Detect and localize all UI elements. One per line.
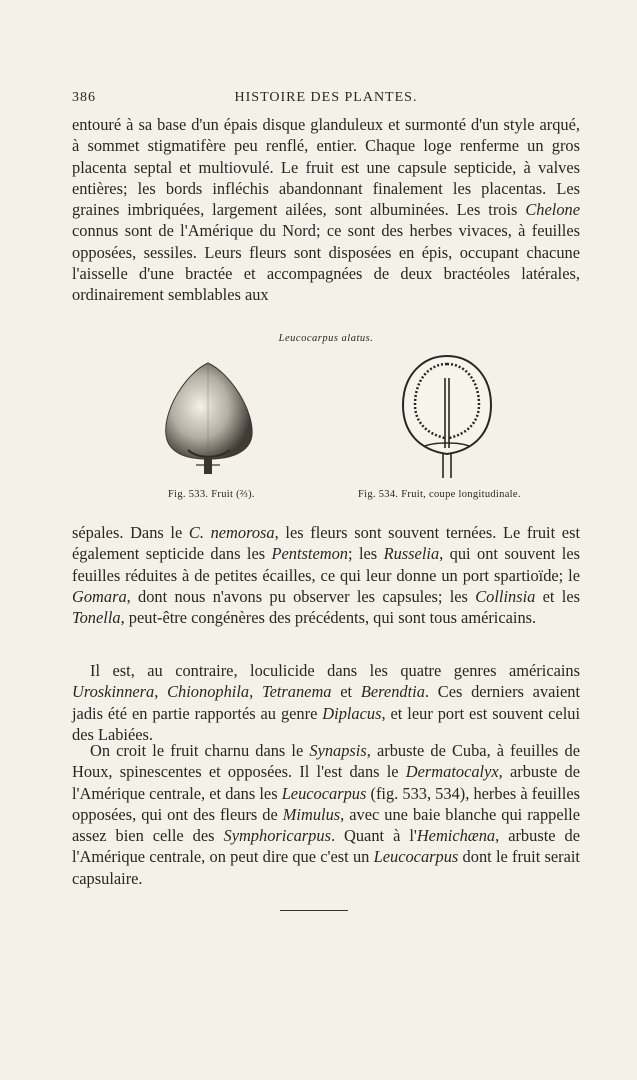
genus-name: Tetranema xyxy=(261,682,332,702)
species-name: C. nemorosa xyxy=(188,523,275,542)
text-span: (fig. 533, 534), herbes à feuilles opposées, qui ont des fleurs de xyxy=(72,783,580,824)
text-span: On croit le fruit charnu dans le xyxy=(90,741,310,760)
text-span: , arbuste de l'Amérique centrale, on peut dire que c'est un xyxy=(72,826,580,867)
text-span: , avec une baie blanche qui rappelle assez bien celle des xyxy=(72,804,580,846)
text-span: , arbuste de l'Amérique centrale, et dans les xyxy=(72,762,580,803)
text-span: , qui ont souvent les feuilles réduites à de petites écailles, ce qui leur donne un port spartioïde; le xyxy=(72,544,580,585)
paragraph-1 xyxy=(72,114,580,306)
genus-name: Collinsia xyxy=(475,586,536,606)
text-span: , arbuste de Cuba, à feuilles de Houx, spinescentes et opposées. Il l'est dans le xyxy=(72,741,580,782)
fruit-section-illustration xyxy=(395,350,500,482)
text-span: . Ces derniers avaient jadis été en partie rapportés au genre xyxy=(72,682,580,723)
genus-name: Symphoricarpus xyxy=(223,826,331,846)
paragraph-3 xyxy=(72,660,580,745)
page-number: 386 xyxy=(72,90,96,105)
text-span: . Quant à l' xyxy=(330,826,417,846)
text-span: et les xyxy=(535,586,580,606)
text-span: et xyxy=(331,682,361,702)
genus-name: Uroskinnera xyxy=(72,682,155,702)
genus-name: Mimulus xyxy=(282,804,341,824)
text-span: , et leur port est souvent celui des Labiées. xyxy=(72,703,580,744)
text-span: ; les xyxy=(348,544,384,564)
genus-name: Diplacus xyxy=(322,703,382,723)
genus-name: Dermatocalyx xyxy=(405,762,499,782)
fruit-illustration xyxy=(158,355,258,480)
genus-name: Synapsis xyxy=(309,741,367,760)
text-span: , dont nous n'avons pu observer les capsules; les xyxy=(126,586,476,606)
section-divider xyxy=(280,910,348,911)
genus-name: Russelia xyxy=(383,544,440,564)
genus-name: Tonella xyxy=(72,608,121,628)
paragraph-2 xyxy=(72,522,580,628)
text-span: connus sont de l'Amérique du Nord; ce sont des herbes vivaces, à feuilles opposées, sessiles. Leurs fleurs sont disposées en épis, occupant chacune l'aisselle d'une bractée et accompagnées de deux bractéoles latérales, ordinairement semblables aux xyxy=(72,221,580,305)
genus-name: Hemichæna xyxy=(416,826,496,846)
text-span: , xyxy=(249,682,262,702)
genus-name: Chionophila xyxy=(167,682,250,702)
figure-533-caption: Fig. 533. Fruit (⅔). xyxy=(168,489,255,500)
running-title: HISTOIRE DES PLANTES. xyxy=(234,90,418,105)
figure-title: Leucocarpus alatus. xyxy=(278,333,374,344)
page-header xyxy=(72,90,580,110)
text-span: Il est, au contraire, loculicide dans les quatre genres américains xyxy=(90,661,580,680)
genus-name: Chelone xyxy=(525,200,580,220)
text-span: dont le fruit serait capsulaire. xyxy=(72,847,580,888)
text-span: , xyxy=(154,682,168,702)
text-span: sépales. Dans le xyxy=(72,523,189,542)
paragraph-4 xyxy=(72,740,580,889)
genus-name: Berendtia xyxy=(360,682,425,702)
figure-534-caption: Fig. 534. Fruit, coupe longitudinale. xyxy=(358,489,521,500)
genus-name: Pentstemon xyxy=(271,544,348,564)
genus-name: Gomara xyxy=(72,586,127,606)
text-span: , les fleurs sont souvent ternées. Le fruit est également septicide dans les xyxy=(72,523,580,564)
text-span: entouré à sa base d'un épais disque glanduleux et surmonté d'un style arqué, à sommet stigmatifère peu renflé, entier. Chaque loge renferme un gros placenta septal et multiovulé. Le fruit est une capsule septicide, à valves entières; les bords infléchis abandonnant finalement les placentas. Les graines imbriquées, largement ailées, sont albuminées. Les trois xyxy=(72,115,580,220)
text-span: , peut-être congénères des précédents, qui sont tous américains. xyxy=(120,608,537,628)
genus-name: Leucocarpus xyxy=(281,783,367,803)
genus-name: Leucocarpus xyxy=(373,847,459,867)
